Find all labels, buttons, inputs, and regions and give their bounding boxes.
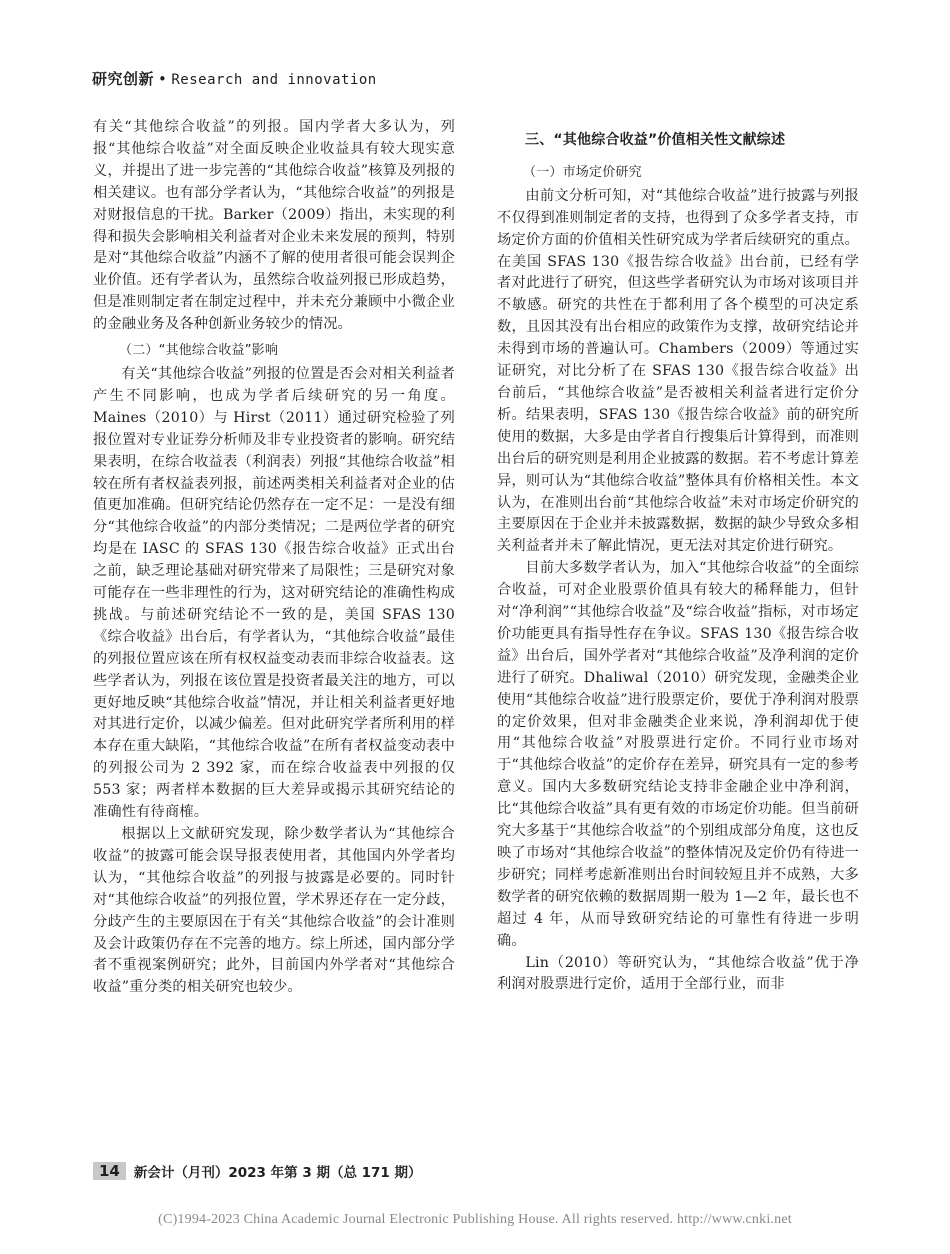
header-bullet: •	[158, 70, 168, 88]
copyright-notice: (C)1994-2023 China Academic Journal Electronic Publishing House. All rights reserved. http://www.cnki.net	[158, 1212, 792, 1227]
right-paragraph-1: 由前文分析可知，对“其他综合收益”进行披露与列报不仅得到准则制定者的支持，也得到了众多学者支持，市场定价方面的价值相关性研究成为学者后续研究的重点。在美国 SFAS 130《报告综合收益》出台前，已经有学者对此进行了研究，但这些学者研究认为市场对该项目并不敏感。研究的共性在于都利用了各个模型的可决定系数，且因其没有出台相应的政策作为支撑，故研究结论并未得到市场的普遍认可。Chambers（2009）等通过实证研究，对比分析了在 SFAS 130《报告综合收益》出台前后，“其他综合收益”是否被相关利益者进行定价分析。结果表明，SFAS 130《报告综合收益》前的研究所使用的数据，大多是由学者自行搜集后计算得到，而准则出台后的研究则是利用企业披露的数据。若不考虑计算差异，则可认为“其他综合收益”整体具有价格相关性。本文认为，在准则出台前“其他综合收益”未对市场定价研究的主要原因在于企业并未披露数据，数据的缺少导致众多相关利益者并未了解此情况，更无法对其定价进行研究。	[497, 187, 859, 555]
section-title: 三、“其他综合收益”价值相关性文献综述	[525, 132, 786, 148]
left-paragraph-1: 有关“其他综合收益”的列报。国内学者大多认为，列报“其他综合收益”对全面反映企业收益具有较大现实意义，并提出了进一步完善的“其他综合收益”核算及列报的相关建议。也有部分学者认为，“其他综合收益”的列报是对财报信息的干扰。Barker（2009）指出，未实现的利得和损失会影响相关利益者对企业未来发展的预判，特别是对“其他综合收益”内涵不了解的使用者很可能会误判企业价值。还有学者认为，虽然综合收益列报已形成趋势，但是准则制定者在制定过程中，并未充分兼顾中小微企业的金融业务及各种创新业务较少的情况。	[93, 119, 455, 333]
header-section-zh: 研究创新	[92, 70, 155, 88]
header-section-en: Research and innovation	[171, 72, 377, 88]
subsection-heading-1: （一）市场定价研究	[523, 164, 642, 180]
left-paragraph-2: 有关“其他综合收益”列报的位置是否会对相关利益者产生不同影响，也成为学者后续研究的另一角度。Maines（2010）与 Hirst（2011）通过研究检验了列报位置对专业证券分析师及非专业投资者的影响。研究结果表明，在综合收益表（利润表）列报“其他综合收益”相较在所有者权益表列报，前述两类相关利益者对企业的估值更加准确。但研究结论仍然存在一定不足：一是没有细分“其他综合收益”的内部分类情况；二是两位学者的研究均是在 IASC 的 SFAS 130《报告综合收益》正式出台之前，缺乏理论基础对研究带来了局限性；三是研究对象可能存在一些非理性的行为，这对研究结论的准确性构成挑战。与前述研究结论不一致的是，美国 SFAS 130《综合收益》出台后，有学者认为，“其他综合收益”最佳的列报位置应该在所有权权益变动表而非综合收益表。这些学者认为，列报在该位置是投资者最关注的地方，可以更好地反映“其他综合收益”情况，并让相关利益者更好地对其进行定价，以减少偏差。但对此研究学者所利用的样本存在重大缺陷，“其他综合收益”在所有者权益变动表中的列报公司为 2 392 家，而在综合收益表中列报的仅 553 家；两者样本数据的巨大差异或揭示其研究结论的准确性有待商榷。	[93, 365, 455, 821]
subsection-heading-2: （二）“其他综合收益”影响	[119, 343, 279, 359]
page-number: 14	[93, 1162, 126, 1180]
page-footer	[93, 1161, 422, 1181]
right-paragraph-3: Lin（2010）等研究认为，“其他综合收益”优于净利润对股票进行定价，适用于全部行业，而非	[497, 954, 859, 993]
journal-issue: 新会计（月刊）2023 年第 3 期（总 171 期）	[133, 1165, 422, 1181]
left-column	[93, 117, 455, 999]
right-column	[497, 130, 859, 996]
left-paragraph-3: 根据以上文献研究发现，除少数学者认为“其他综合收益”的披露可能会误导报表使用者，其他国内外学者均认为，“其他综合收益”的列报与披露是必要的。同时针对“其他综合收益”的列报位置，学术界还存在一定分歧，分歧产生的主要原因在于有关“其他综合收益”的会计准则及会计政策仍存在不完善的地方。综上所述，国内部分学者不重视案例研究；此外，目前国内外学者对“其他综合收益”重分类的相关研究也较少。	[93, 826, 455, 996]
right-paragraph-2: 目前大多数学者认为，加入“其他综合收益”的全面综合收益，可对企业股票价值具有较大的稀释能力，但针对“净利润”“其他综合收益”及“综合收益”指标，对市场定价功能更具有指导性存在争议。SFAS 130《报告综合收益》出台后，国外学者对“其他综合收益”及净利润的定价进行了研究。Dhaliwal（2010）研究发现，金融类企业使用“其他综合收益”进行股票定价，要优于净利润对股票的定价效果，但对非金融类企业来说，净利润却优于使用“其他综合收益”对股票进行定价。不同行业市场对于“其他综合收益”的定价存在差异，研究具有一定的参考意义。国内大多数研究结论支持非金融企业中净利润，比“其他综合收益”具有更有效的市场定价功能。但当前研究大多基于“其他综合收益”的个别组成部分角度，这也反映了市场对“其他综合收益”的整体情况及定价仍有待进一步研究；同样考虑新准则出台时间较短且并不成熟，大多数学者的研究依赖的数据周期一般为 1—2 年，最长也不超过 4 年，从而导致研究结论的可靠性有待进一步明确。	[497, 560, 859, 949]
running-header	[92, 68, 377, 89]
